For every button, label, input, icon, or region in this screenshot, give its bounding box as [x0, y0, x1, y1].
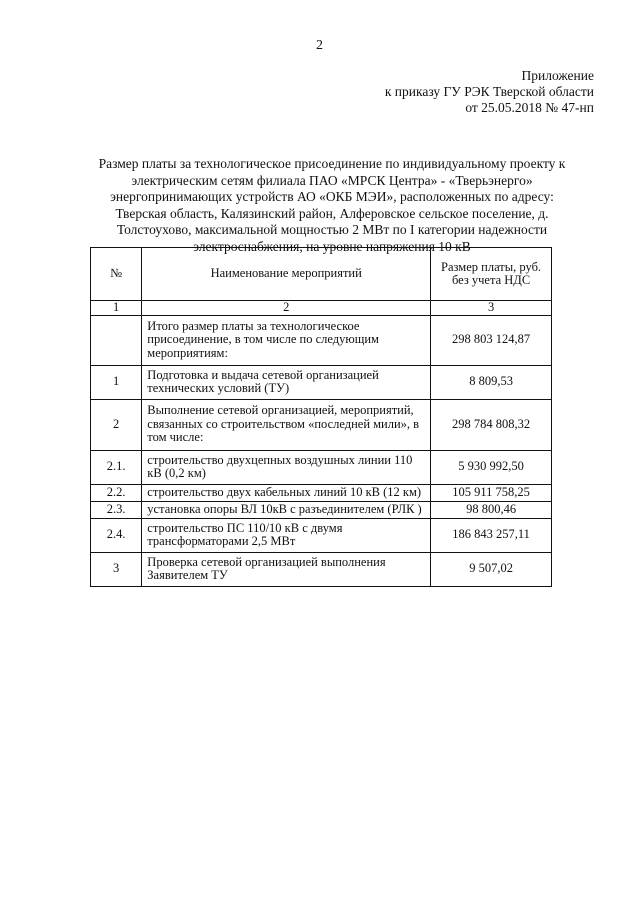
table-row	[91, 315, 552, 365]
row-measure-name: строительство двух кабельных линий 10 кВ (12 км)	[142, 484, 431, 501]
row-measure-name: Выполнение сетевой организацией, мероприятий, связанных со строительством «последней мили», в том числе:	[142, 399, 431, 450]
row-fee: 9 507,02	[431, 552, 552, 586]
row-number: 2	[91, 399, 142, 450]
row-fee: 8 809,53	[431, 365, 552, 399]
table-row	[91, 484, 552, 501]
row-measure-name: строительство двухцепных воздушных линии 110 кВ (0,2 км)	[142, 450, 431, 484]
row-measure-name: строительство ПС 110/10 кВ с двумя трансформаторами 2,5 МВт	[142, 518, 431, 552]
row-number: 2.3.	[91, 501, 142, 518]
column-index-1: 1	[91, 301, 142, 316]
page-number: 2	[316, 38, 323, 53]
table-row	[91, 501, 552, 518]
row-fee: 5 930 992,50	[431, 450, 552, 484]
column-index-3: 3	[431, 301, 552, 316]
row-fee: 186 843 257,11	[431, 518, 552, 552]
fee-table	[90, 247, 552, 587]
column-index-row	[91, 301, 552, 316]
row-measure-name: Итого размер платы за технологическое присоединение, в том числе по следующим мероприятиям:	[142, 315, 431, 365]
table-row	[91, 365, 552, 399]
row-number: 2.2.	[91, 484, 142, 501]
table-row	[91, 399, 552, 450]
row-measure-name: Подготовка и выдача сетевой организацией технических условий (ТУ)	[142, 365, 431, 399]
row-fee: 105 911 758,25	[431, 484, 552, 501]
row-measure-name: Проверка сетевой организацией выполнения Заявителем ТУ	[142, 552, 431, 586]
appendix-order-date: от 25.05.2018 № 47-нп	[465, 100, 594, 115]
appendix-order-ref: к приказу ГУ РЭК Тверской области	[384, 84, 594, 99]
row-measure-name: установка опоры ВЛ 10кВ с разъединителем (РЛК )	[142, 501, 431, 518]
column-index-2: 2	[142, 301, 431, 316]
header-number: №	[91, 248, 142, 301]
header-measure-name: Наименование мероприятий	[142, 248, 431, 301]
row-number: 2.1.	[91, 450, 142, 484]
row-number: 1	[91, 365, 142, 399]
table-header-row	[91, 248, 552, 301]
appendix-title: Приложение	[521, 68, 594, 83]
header-fee: Размер платы, руб. без учета НДС	[431, 248, 552, 301]
table-row	[91, 518, 552, 552]
row-number: 2.4.	[91, 518, 142, 552]
row-fee: 98 800,46	[431, 501, 552, 518]
row-fee: 298 784 808,32	[431, 399, 552, 450]
table-row	[91, 552, 552, 586]
document-heading: Размер платы за технологическое присоединение по индивидуальному проекту к электрическим сетям филиала ПАО «МРСК Центра» - «Тверьэнерго» энергопринимающих устройств АО «ОКБ МЭИ», расположенных по адресу: Тверская область, Калязинский район, Алферовское сельское поселение, д. Толстоухово, максимальной мощностью 2 МВт по I категории надежности электроснабжения, на уровне напряжения 10 кВ	[98, 156, 566, 254]
appendix-block	[385, 68, 594, 116]
row-number: 3	[91, 552, 142, 586]
table-row	[91, 450, 552, 484]
row-fee: 298 803 124,87	[431, 315, 552, 365]
row-number	[91, 315, 142, 365]
